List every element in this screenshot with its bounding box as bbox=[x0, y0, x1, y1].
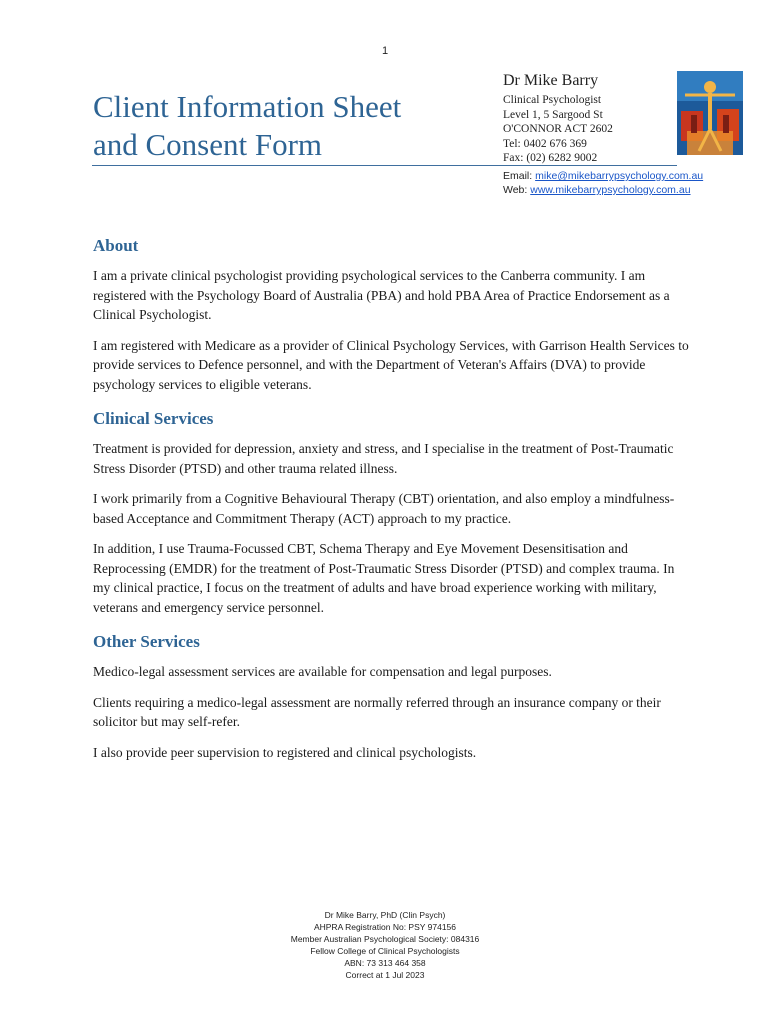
website-link[interactable]: www.mikebarrypsychology.com.au bbox=[530, 184, 691, 196]
section-other-services bbox=[93, 631, 693, 762]
page-title-line1: Client Information Sheet bbox=[93, 89, 402, 124]
clinical-paragraph-2: I work primarily from a Cognitive Behavioural Therapy (CBT) orientation, and also employ a mindfulness-based Acceptance and Commitment Therapy (ACT) approach to my practice. bbox=[93, 491, 675, 526]
section-heading-other-services: Other Services bbox=[93, 632, 200, 651]
footer-line: Correct at 1 Jul 2023 bbox=[345, 970, 425, 980]
clinical-paragraph-3: In addition, I use Trauma-Focussed CBT, Schema Therapy and Eye Movement Desensitisation and Reprocessing (EMDR) for the treatment of Post-Traumatic Stress Disorder (PTSD) and complex trauma. In my clinical practice, I focus on the treatment of adults and have broad experience working with military, veterans and emergency service personnel. bbox=[93, 541, 675, 615]
contact-name: Dr Mike Barry bbox=[503, 72, 599, 89]
web-line bbox=[503, 183, 703, 197]
section-heading-clinical-services: Clinical Services bbox=[93, 409, 214, 428]
contact-tel: Tel: 0402 676 369 bbox=[503, 137, 587, 150]
about-paragraph-2: I am registered with Medicare as a provider of Clinical Psychology Services, with Garrison Health Services to provide services to Defence personnel, and with the Department of Veteran's Affairs (DVA) to provide psychology services to eligible veterans. bbox=[93, 337, 689, 392]
contact-role: Clinical Psychologist bbox=[503, 94, 602, 106]
header-divider bbox=[92, 165, 677, 166]
page-title-line2: and Consent Form bbox=[93, 127, 323, 162]
contact-block bbox=[503, 71, 673, 166]
email-link[interactable]: mike@mikebarrypsychology.com.au bbox=[535, 170, 704, 182]
other-paragraph-3: I also provide peer supervision to registered and clinical psychologists. bbox=[93, 744, 477, 760]
page-number: 1 bbox=[381, 45, 389, 57]
email-label: Email: bbox=[503, 170, 533, 182]
main-content bbox=[93, 235, 693, 776]
contact-fax: Fax: (02) 6282 9002 bbox=[503, 152, 598, 164]
email-line bbox=[503, 169, 703, 183]
section-heading-about: About bbox=[93, 236, 139, 255]
web-contact-block bbox=[503, 169, 703, 197]
contact-address-line2: O'CONNOR ACT 2602 bbox=[503, 123, 613, 135]
about-paragraph-1: I am a private clinical psychologist providing psychological services to the Canberra community. I am registered with the Psychology Board of Australia (PBA) and hold PBA Area of Practice Endorsement as a Clinical Psychologist. bbox=[93, 268, 670, 322]
other-paragraph-1: Medico-legal assessment services are available for compensation and legal purposes. bbox=[93, 664, 552, 679]
contact-address-line1: Level 1, 5 Sargood St bbox=[503, 108, 603, 121]
other-paragraph-2: Clients requiring a medico-legal assessment are normally referred through an insurance company or their solicitor but may self-refer. bbox=[93, 694, 661, 729]
page-title bbox=[93, 88, 473, 164]
footer-line: Member Australian Psychological Society: 084316 bbox=[290, 934, 480, 944]
footer-line: Fellow College of Clinical Psychologists bbox=[310, 946, 460, 956]
footer-line: ABN: 73 313 464 358 bbox=[344, 958, 426, 968]
section-about bbox=[93, 235, 693, 394]
footer-line: Dr Mike Barry, PhD (Clin Psych) bbox=[324, 910, 446, 920]
section-clinical-services bbox=[93, 408, 693, 617]
practice-logo-image bbox=[677, 71, 743, 155]
footer-line: AHPRA Registration No: PSY 974156 bbox=[313, 922, 457, 932]
web-label: Web: bbox=[503, 184, 528, 196]
page-footer bbox=[0, 909, 770, 981]
clinical-paragraph-1: Treatment is provided for depression, anxiety and stress, and I specialise in the treatment of Post-Traumatic Stress Disorder (PTSD) and other trauma related illness. bbox=[93, 441, 674, 476]
